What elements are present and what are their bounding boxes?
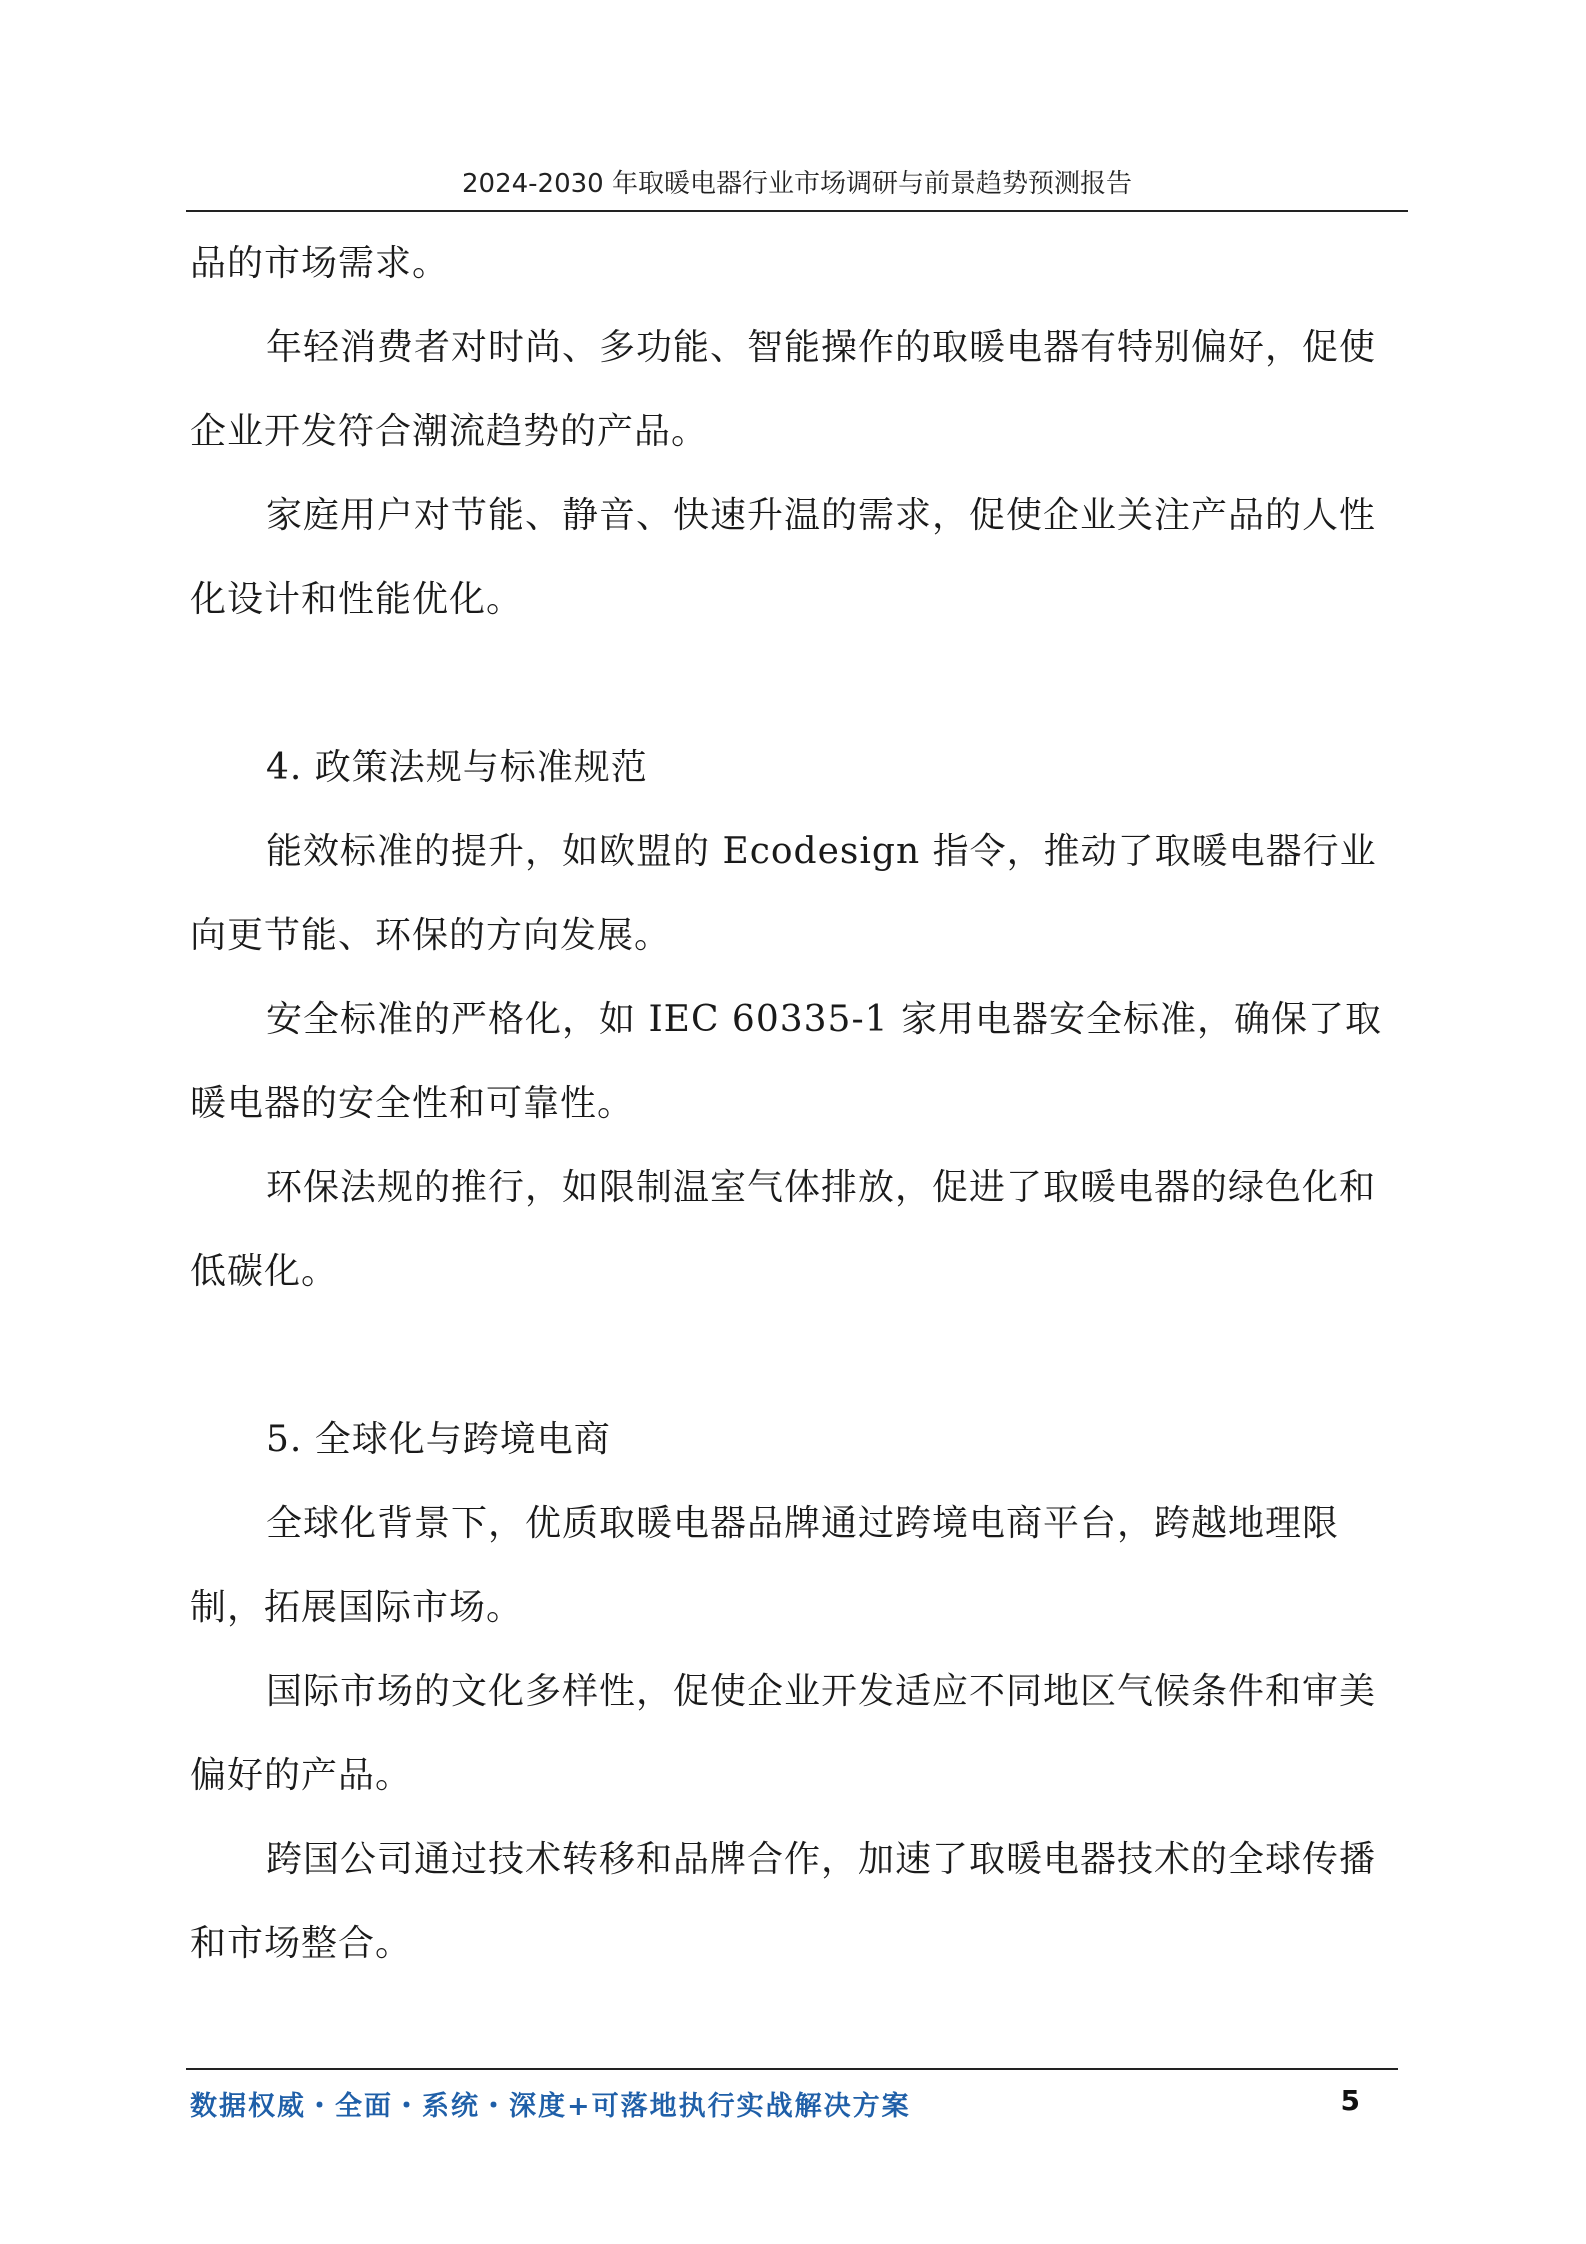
paragraph-continuation: 品的市场需求。 — [190, 243, 450, 284]
paragraph-safety-standard: 安全标准的严格化，如 IEC 60335-1 家用电器安全标准，确保了取暖电器的安全性和可靠性。 — [190, 999, 1382, 1124]
section-heading-policy: 4. 政策法规与标准规范 — [266, 747, 648, 788]
section-heading-globalization: 5. 全球化与跨境电商 — [266, 1419, 611, 1460]
paragraph-young-consumers: 年轻消费者对时尚、多功能、智能操作的取暖电器有特别偏好，促使企业开发符合潮流趋势的产品。 — [190, 327, 1377, 452]
footer-slogan: 数据权威・全面・系统・深度+可落地执行实战解决方案 — [190, 2091, 911, 2122]
paragraph-environmental-regulation: 环保法规的推行，如限制温室气体排放，促进了取暖电器的绿色化和低碳化。 — [190, 1167, 1377, 1292]
document-body — [190, 222, 1396, 1986]
page-footer — [186, 2068, 1398, 2130]
paragraph-multinational-cooperation: 跨国公司通过技术转移和品牌合作，加速了取暖电器技术的全球传播和市场整合。 — [190, 1839, 1377, 1964]
page-header — [186, 160, 1408, 212]
report-title: 2024-2030 年取暖电器行业市场调研与前景趋势预测报告 — [462, 169, 1132, 199]
paragraph-household-users: 家庭用户对节能、静音、快速升温的需求，促使企业关注产品的人性化设计和性能优化。 — [190, 495, 1377, 620]
paragraph-cultural-diversity: 国际市场的文化多样性，促使企业开发适应不同地区气候条件和审美偏好的产品。 — [190, 1671, 1377, 1796]
paragraph-cross-border-ecommerce: 全球化背景下，优质取暖电器品牌通过跨境电商平台，跨越地理限制，拓展国际市场。 — [190, 1503, 1340, 1628]
paragraph-energy-standard: 能效标准的提升，如欧盟的 Ecodesign 指令，推动了取暖电器行业向更节能、环保的方向发展。 — [190, 831, 1377, 956]
page-number: 5 — [1340, 2084, 1360, 2117]
